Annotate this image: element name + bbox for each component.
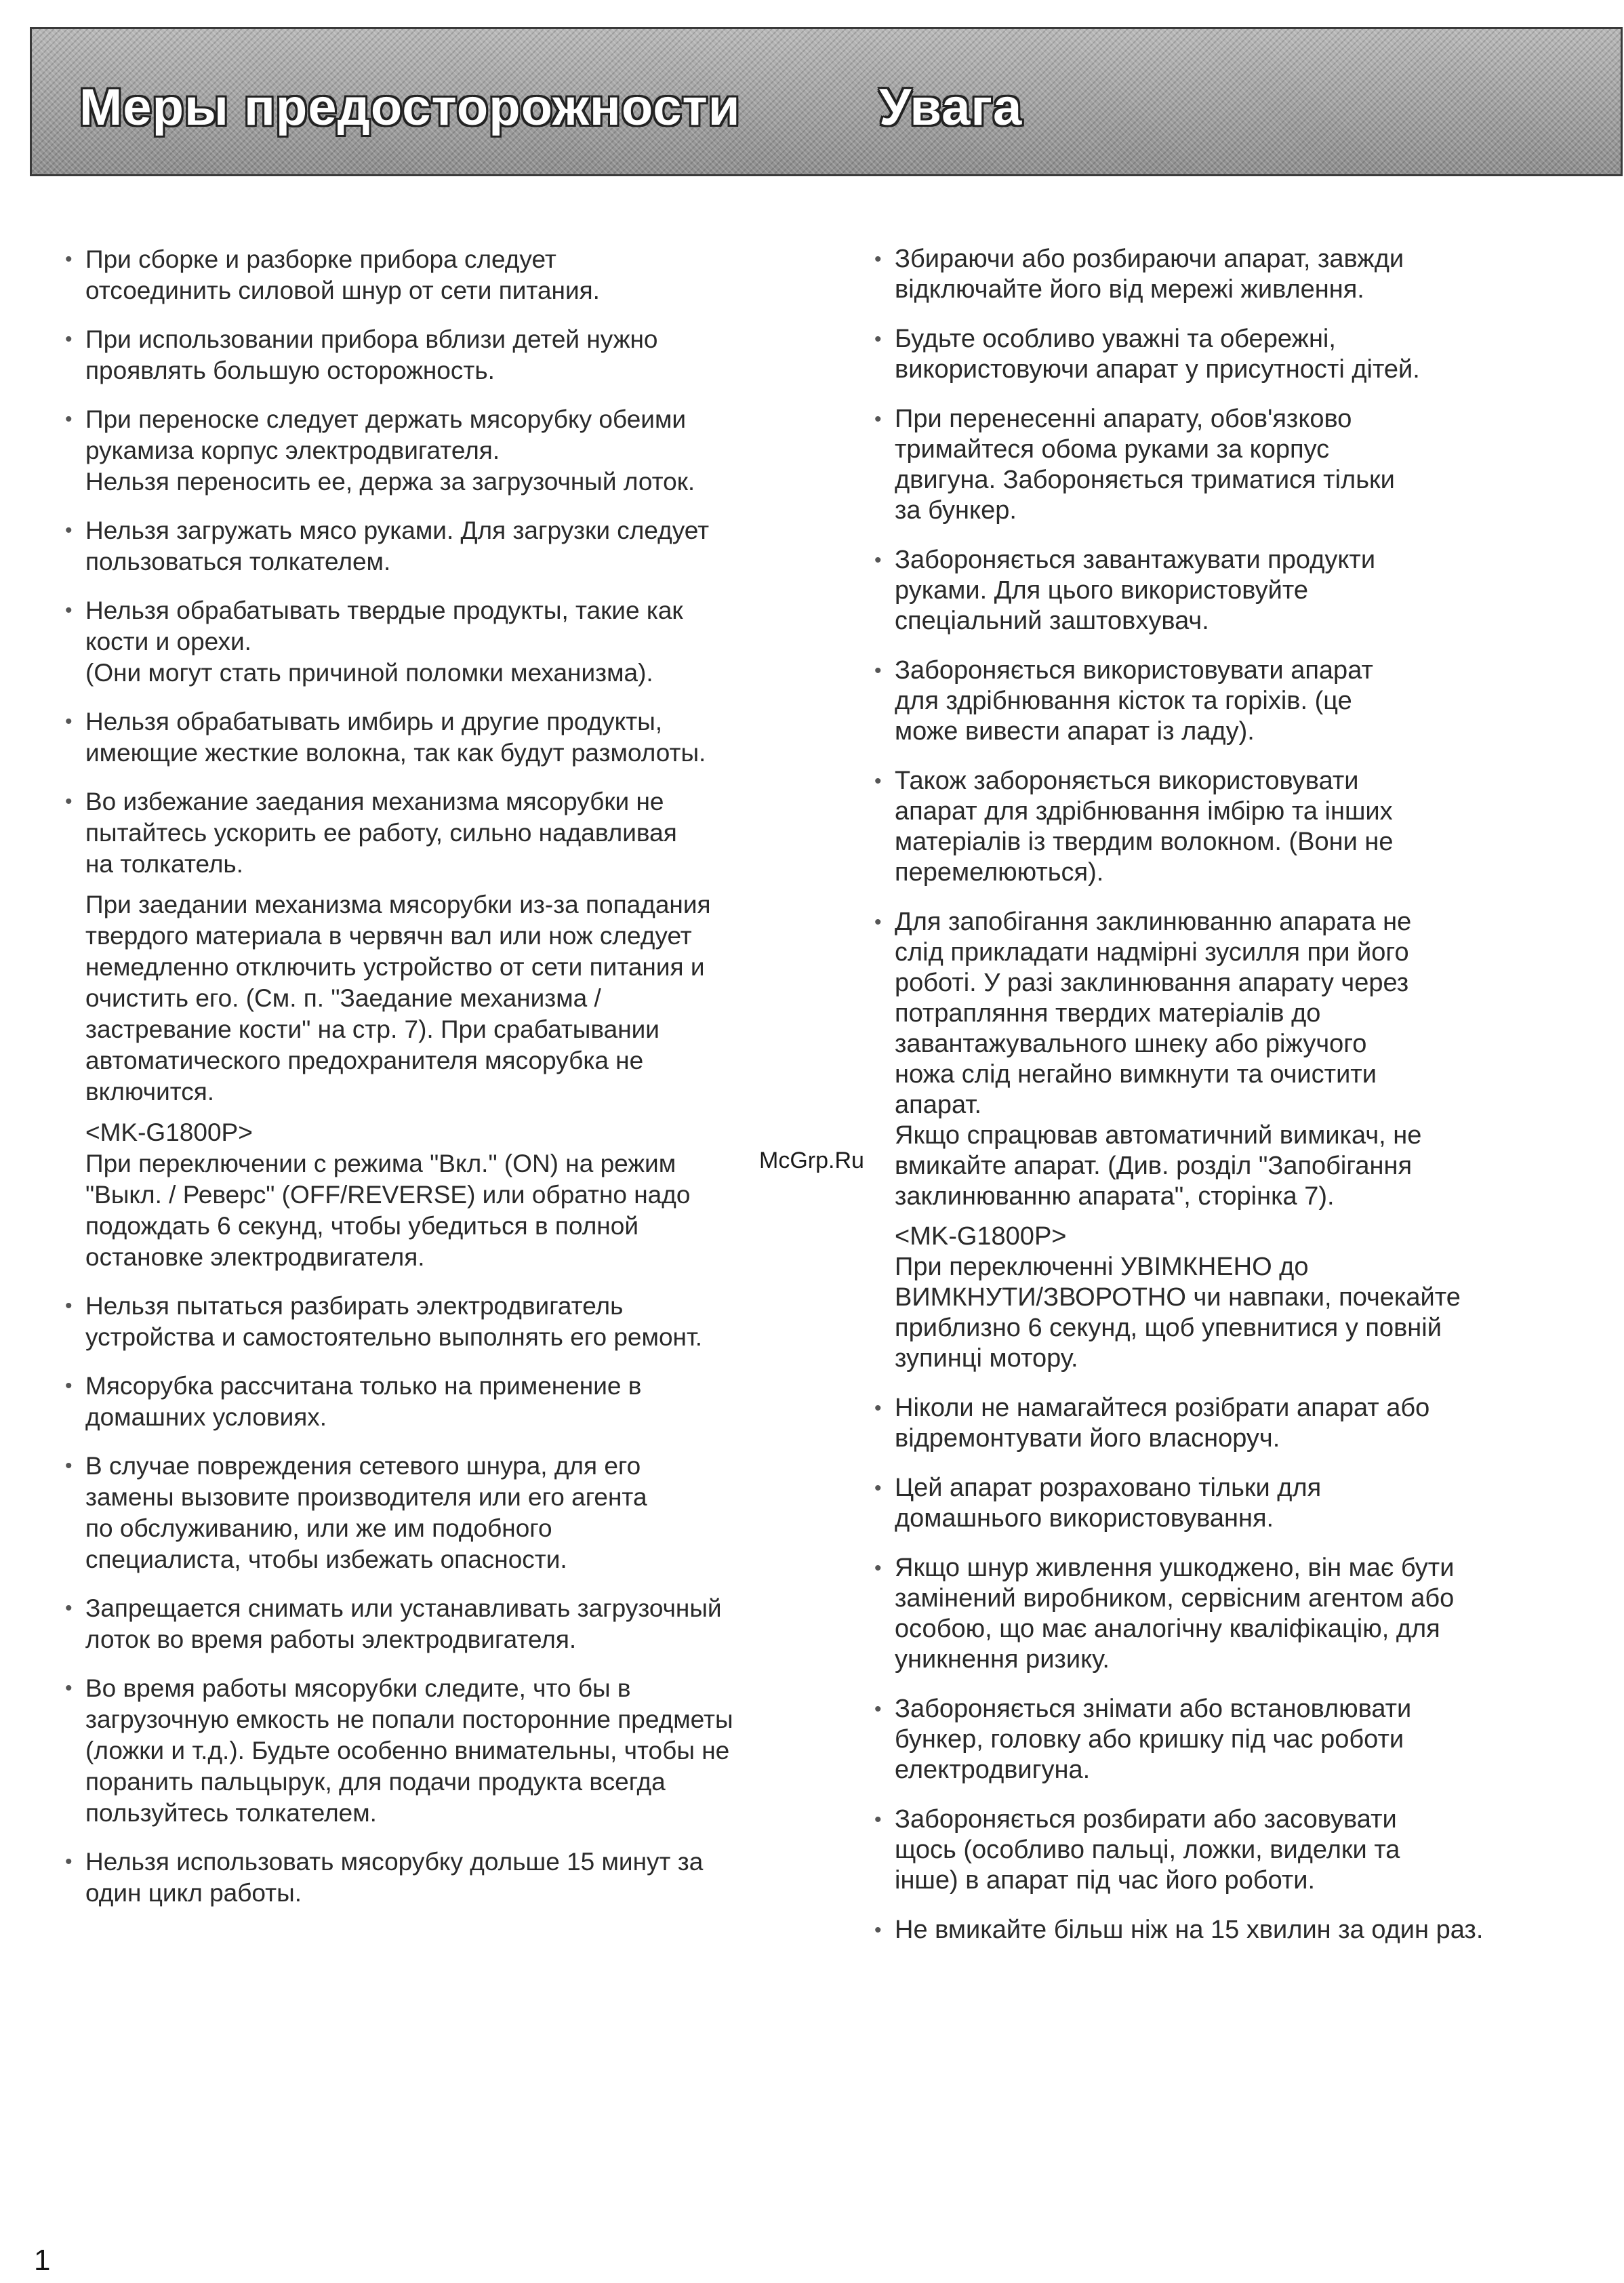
precaution-text: Нельзя использовать мясорубку дольше 15 минут за один цикл работы.	[85, 1848, 704, 1907]
header-banner	[30, 27, 1623, 176]
bullet-icon: •	[874, 1477, 882, 1499]
precaution-text: Забороняється використовувати апарат для здрібнювання кісток та горіхів. (це може вивести апарат із ладу).	[895, 656, 1373, 746]
precaution-item	[874, 766, 1552, 888]
precaution-text: Запрещается снимать или устанавливать загрузочный лоток во время работы электродвигателя.	[85, 1594, 722, 1653]
bullet-icon: •	[65, 710, 73, 733]
ukrainian-precautions-column	[874, 244, 1552, 1964]
bullet-icon: •	[874, 328, 882, 350]
precaution-text: <MK-G1800P> При переключенні УВІМКНЕНО до ВИМКНУТИ/ЗВОРОТНО чи навпаки, почекайте приблизно 6 секунд, щоб упевнитися у повній зупинці мотору.	[895, 1222, 1461, 1373]
precaution-item	[65, 515, 817, 578]
bullet-icon: •	[874, 1919, 882, 1941]
precaution-item	[65, 1291, 817, 1353]
precaution-item	[65, 1451, 817, 1575]
precaution-text: Забороняється розбирати або засовувати щось (особливо пальці, ложки, виделки та інше) в апарат під час його роботи.	[895, 1805, 1400, 1895]
bullet-icon: •	[874, 549, 882, 571]
russian-precautions-column	[65, 244, 817, 1926]
precaution-item	[874, 404, 1552, 526]
precaution-item	[874, 545, 1552, 637]
precaution-text: Нельзя обрабатывать твердые продукты, такие как кости и орехи. (Они могут стать причиной поломки механизма).	[85, 597, 683, 687]
bullet-icon: •	[65, 1851, 73, 1873]
bullet-icon: •	[874, 1809, 882, 1831]
precaution-text: При использовании прибора вблизи детей нужно проявлять большую осторожность.	[85, 325, 658, 384]
bullet-icon: •	[65, 1295, 73, 1317]
precaution-text: Цей апарат розраховано тільки для домашнього використовування.	[895, 1474, 1322, 1533]
bullet-icon: •	[874, 248, 882, 270]
precaution-item	[874, 1915, 1552, 1945]
bullet-icon: •	[65, 1597, 73, 1619]
bullet-icon: •	[65, 248, 73, 270]
precaution-text: В случае повреждения сетевого шнура, для его замены вызовите производителя или его агента по обслуживанию, или же им подобного специалиста, чтобы избежать опасности.	[85, 1452, 647, 1573]
bullet-icon: •	[874, 408, 882, 430]
precaution-item	[874, 324, 1552, 385]
precaution-text: Нельзя загружать мясо руками. Для загрузки следует пользоваться толкателем.	[85, 517, 710, 575]
precaution-item	[874, 244, 1552, 305]
precaution-item	[874, 1694, 1552, 1785]
precaution-item	[65, 1593, 817, 1655]
precaution-text: Ніколи не намагайтеся розібрати апарат або відремонтувати його власноруч.	[895, 1394, 1430, 1453]
precaution-item	[65, 595, 817, 689]
precaution-text: Якщо шнур живлення ушкоджено, він має бути замінений виробником, сервісним агентом або особою, що має аналогічну кваліфікацію, для уникнення ризику.	[895, 1554, 1455, 1674]
precaution-item	[874, 1393, 1552, 1454]
bullet-icon: •	[65, 328, 73, 350]
precaution-item	[65, 244, 817, 306]
precaution-item	[65, 786, 817, 1273]
precaution-text: Во избежание заедания механизма мясорубки не пытайтесь ускорить ее работу, сильно надавливая на толкатель.	[85, 788, 677, 878]
title-ukrainian: Увага	[879, 79, 1023, 136]
precaution-text: Збираючи або розбираючи апарат, завжди відключайте його від мережі живлення.	[895, 245, 1404, 304]
watermark: McGrp.Ru	[759, 1148, 864, 1173]
precaution-text: При заедании механизма мясорубки из-за попадания твердого материала в червячн вал или нож следует немедленно отключить устройство от сети питания и очистить его. (См. п. "Заедание механизма / застревание кости" на стр. 7). При срабатывании автоматического предохранителя мясорубка не включится.	[85, 891, 711, 1106]
bullet-icon: •	[65, 1455, 73, 1477]
page-number: 1	[34, 2244, 51, 2277]
precaution-item	[65, 324, 817, 386]
precaution-text: Во время работы мясорубки следите, что бы в загрузочную емкость не попали посторонние предметы (ложки и т.д.). Будьте особенно внимательны, чтобы не поранить пальцырук, для подачи продукта всегда пользуйтесь толкателем.	[85, 1674, 733, 1827]
precaution-item	[874, 907, 1552, 1374]
bullet-icon: •	[874, 770, 882, 792]
precaution-text: Нельзя обрабатывать имбирь и другие продукты, имеющие жесткие волокна, так как будут размолоты.	[85, 708, 706, 767]
bullet-icon: •	[65, 599, 73, 622]
title-russian: Меры предосторожности	[79, 79, 741, 136]
bullet-icon: •	[874, 660, 882, 682]
bullet-icon: •	[874, 1557, 882, 1579]
precaution-text: Нельзя пытаться разбирать электродвигатель устройства и самостоятельно выполнять его ремонт.	[85, 1292, 703, 1351]
precaution-item	[65, 706, 817, 769]
precaution-text: При переноске следует держать мясорубку обеими рукамиза корпус электродвигателя. Нельзя переносить ее, держа за загрузочный лоток.	[85, 405, 695, 496]
bullet-icon: •	[874, 911, 882, 933]
precaution-text: При сборке и разборке прибора следует отсоединить силовой шнур от сети питания.	[85, 245, 600, 304]
precaution-text: Також забороняється використовувати апарат для здрібнювання імбірю та інших матеріалів із твердим волокном. (Вони не перемелюються).	[895, 767, 1394, 887]
precaution-item	[65, 1673, 817, 1829]
precaution-item	[65, 404, 817, 498]
bullet-icon: •	[65, 519, 73, 542]
precaution-item	[874, 655, 1552, 747]
precaution-text: Забороняється завантажувати продукти руками. Для цього використовуйте спеціальний заштовхувач.	[895, 546, 1376, 635]
bullet-icon: •	[65, 408, 73, 430]
precaution-item	[65, 1846, 817, 1909]
precaution-text: Мясорубка рассчитана только на применение в домашних условиях.	[85, 1372, 642, 1431]
precaution-text: При перенесенні апарату, обов'язково тримайтеся обома руками за корпус двигуна. Забороняється триматися тільки за бункер.	[895, 405, 1395, 525]
precaution-text: Забороняється знімати або встановлювати бункер, головку або кришку під час роботи електродвигуна.	[895, 1695, 1412, 1784]
bullet-icon: •	[65, 1677, 73, 1699]
bullet-icon: •	[65, 790, 73, 813]
precaution-item	[874, 1553, 1552, 1675]
bullet-icon: •	[874, 1698, 882, 1720]
precaution-item	[874, 1473, 1552, 1534]
bullet-icon: •	[65, 1375, 73, 1397]
bullet-icon: •	[874, 1397, 882, 1419]
precaution-item	[874, 1804, 1552, 1896]
precaution-text: <MK-G1800P> При переключении с режима "Вкл." (ON) на режим "Выкл. / Реверс" (OFF/REVERSE) или обратно надо подождать 6 секунд, чтобы убедиться в полной остановке электродвигателя.	[85, 1118, 691, 1271]
precaution-text: Будьте особливо уважні та обережні, використовуючи апарат у присутності дітей.	[895, 325, 1420, 384]
precaution-text: Не вмикайте більш ніж на 15 хвилин за один раз.	[895, 1916, 1484, 1944]
precaution-item	[65, 1371, 817, 1433]
precaution-text: Для запобігання заклинюванню апарата не слід прикладати надмірні зусилля при його роботі. У разі заклинювання апарату через потрапляння твердих матеріалів до завантажувального шнеку або ріжучого ножа слід негайно вимкнути та очистити апарат. Якщо спрацював автоматичний вимикач, не вмикайте апарат. (Див. розділ "Запобігання заклинюванню апарата", сторінка 7).	[895, 908, 1422, 1211]
